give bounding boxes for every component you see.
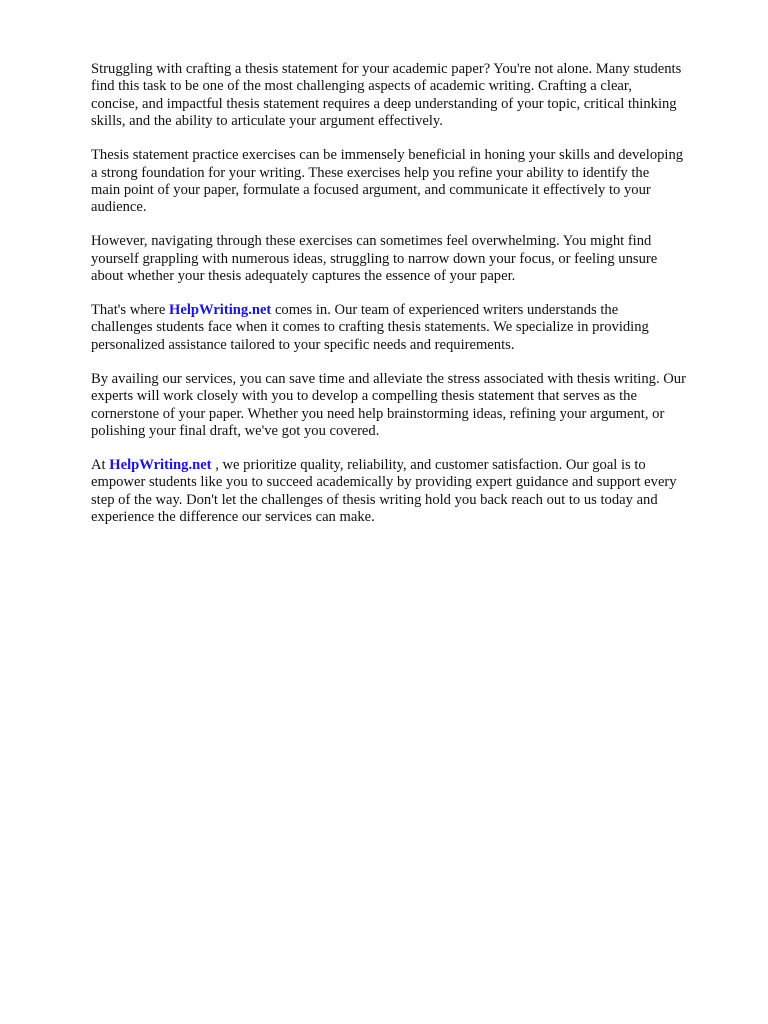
paragraph-closing-after: , we prioritize quality, reliability, and customer satisfaction. Our goal is to empower students like you to succeed academically by providing expert guidance and support every step of the way. Don't let the challenges of thesis writing hold you back reach out to us today and experience the difference our services can make. xyxy=(91,456,677,526)
helpwriting-link-1[interactable]: HelpWriting.net xyxy=(169,301,272,318)
paragraph-intro: Struggling with crafting a thesis statement for your academic paper? You're not alone. Many students find this task to be one of the most challenging aspects of academic writing. Crafting a clear, concise, and impactful thesis statement requires a deep understanding of your topic, critical thinking skills, and the ability to articulate your argument effectively. xyxy=(91,61,682,130)
paragraph-exercises: Thesis statement practice exercises can be immensely beneficial in honing your skills and developing a strong foundation for your writing. These exercises help you refine your ability to identify the main point of your paper, formulate a focused argument, and communicate it effectively to your audience. xyxy=(91,147,684,216)
paragraph-service-intro-before: That's where xyxy=(91,301,169,318)
paragraph-service-intro xyxy=(91,302,731,354)
paragraph-challenges: However, navigating through these exercises can sometimes feel overwhelming. You might find yourself grappling with numerous ideas, struggling to narrow down your focus, or feeling unsure about whether your thesis adequately captures the essence of your paper. xyxy=(91,233,658,285)
document-body xyxy=(91,61,731,543)
helpwriting-link-2[interactable]: HelpWriting.net xyxy=(109,456,212,473)
paragraph-closing-before: At xyxy=(91,456,110,473)
paragraph-benefits: By availing our services, you can save time and alleviate the stress associated with thesis writing. Our experts will work closely with you to develop a compelling thesis statement that serves as the cornerstone of your paper. Whether you need help brainstorming ideas, refining your argument, or polishing your final draft, we've got you covered. xyxy=(91,370,686,439)
paragraph-closing xyxy=(91,457,731,527)
paragraph-service-intro-after: comes in. Our team of experienced writers understands the challenges students face when it comes to crafting thesis statements. We specialize in providing personalized assistance tailored to your specific needs and requirements. xyxy=(91,301,649,353)
